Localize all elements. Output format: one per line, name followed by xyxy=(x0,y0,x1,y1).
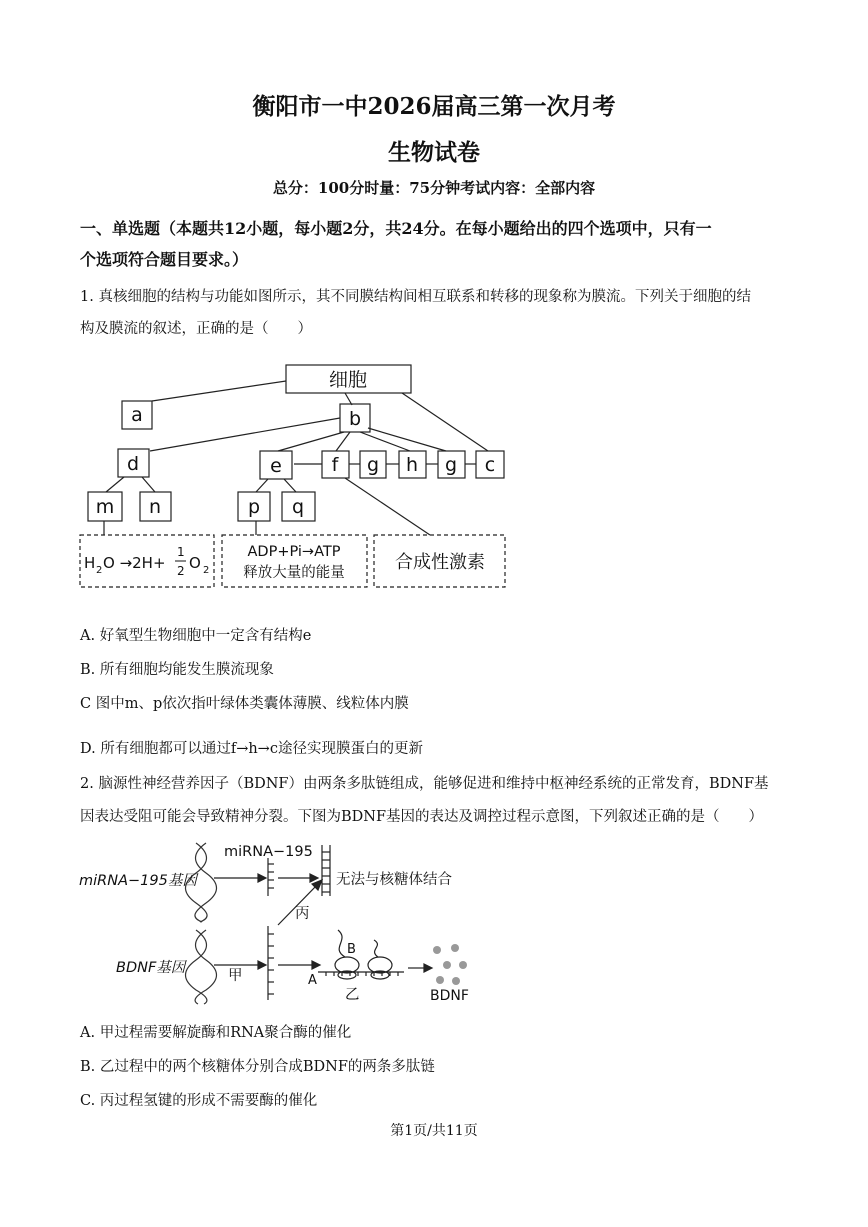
node-g2: g xyxy=(444,454,458,476)
section-heading-line1: 一、单选题（本题共12小题，每小题2分，共24分。在每小题给出的四个选项中，只有一 xyxy=(80,219,712,238)
section-heading-line2: 个选项符合题目要求。） xyxy=(80,250,249,269)
node-q: q xyxy=(291,496,305,518)
bdnf-gene-label: BDNF基因 xyxy=(116,960,186,976)
q2-option-a: A. 甲过程需要解旋酶和RNA聚合酶的催化 xyxy=(80,1025,352,1041)
node-g1: g xyxy=(366,454,380,476)
hormone-synthesis-text: 合成性激素 xyxy=(395,552,485,573)
q1-option-d: D. 所有细胞都可以通过f→h→c途径实现膜蛋白的更新 xyxy=(80,741,423,757)
svg-text:O →2H+: O →2H+ xyxy=(103,554,166,572)
label-b: B xyxy=(347,942,356,957)
svg-text:2: 2 xyxy=(177,564,185,578)
q2-stem-line2: 因表达受阻可能会导致精神分裂。下图为BDNF基因的表达及调控过程示意图，下列叙述正确的是（ ） xyxy=(80,809,764,825)
dna-helix-icon xyxy=(186,843,217,1004)
node-d: d xyxy=(126,453,140,475)
exam-title: 衡阳市一中2026届高三第一次月考 xyxy=(252,93,616,120)
bdnf-protein-dots xyxy=(433,944,467,985)
bdnf-product-label: BDNF xyxy=(430,988,469,1004)
exam-subject: 生物试卷 xyxy=(388,139,480,166)
svg-text:1: 1 xyxy=(177,545,185,559)
node-n: n xyxy=(148,496,162,518)
process-yi-label: 乙 xyxy=(345,987,360,1003)
mirna195-gene-label: miRNA−195基因 xyxy=(79,873,197,889)
q1-option-c: C 图中m、p依次指叶绿体类囊体薄膜、线粒体内膜 xyxy=(80,696,409,712)
svg-text:O: O xyxy=(189,554,201,572)
page-number: 第1页/共11页 xyxy=(390,1123,478,1139)
svg-text:2: 2 xyxy=(203,565,210,576)
node-p: p xyxy=(247,496,261,518)
process-jia-label: 甲 xyxy=(228,968,243,984)
node-cell: 细胞 xyxy=(328,369,368,391)
node-m: m xyxy=(95,496,115,518)
node-c: c xyxy=(484,454,496,476)
mirna195-label: miRNA−195 xyxy=(224,844,313,860)
q1-option-b: B. 所有细胞均能发生膜流现象 xyxy=(80,662,274,678)
node-b: b xyxy=(348,408,362,430)
node-a: a xyxy=(131,404,143,426)
energy-release-text: 释放大量的能量 xyxy=(243,565,345,581)
q1-stem-line1: 1. 真核细胞的结构与功能如图所示，其不同膜结构间相互联系和转移的现象称为膜流。下列关于细胞的结 xyxy=(80,289,751,305)
exam-info: 总分：100分时量：75分钟考试内容：全部内容 xyxy=(272,179,596,197)
q2-stem-line1: 2. 脑源性神经营养因子（BDNF）由两条多肽链组成，能够促进和维持中枢神经系统的正常发育，BDNF基 xyxy=(80,776,769,792)
process-bing-label: 丙 xyxy=(295,906,310,922)
node-f: f xyxy=(331,454,339,476)
node-e: e xyxy=(270,455,282,477)
atp-synthesis-text: ADP+Pi→ATP xyxy=(247,544,341,560)
q2-option-c: C. 丙过程氢键的形成不需要酶的催化 xyxy=(80,1093,318,1109)
ribosome-block-label: 无法与核糖体结合 xyxy=(336,872,452,888)
svg-text:2: 2 xyxy=(96,565,103,576)
label-a: A xyxy=(308,973,317,988)
q2-option-b: B. 乙过程中的两个核糖体分别合成BDNF的两条多肽链 xyxy=(80,1059,435,1075)
svg-text:H: H xyxy=(84,554,96,572)
q1-option-a: A. 好氧型生物细胞中一定含有结构e xyxy=(80,628,312,644)
node-h: h xyxy=(405,454,419,476)
q1-stem-line2: 构及膜流的叙述，正确的是（ ） xyxy=(80,321,312,337)
